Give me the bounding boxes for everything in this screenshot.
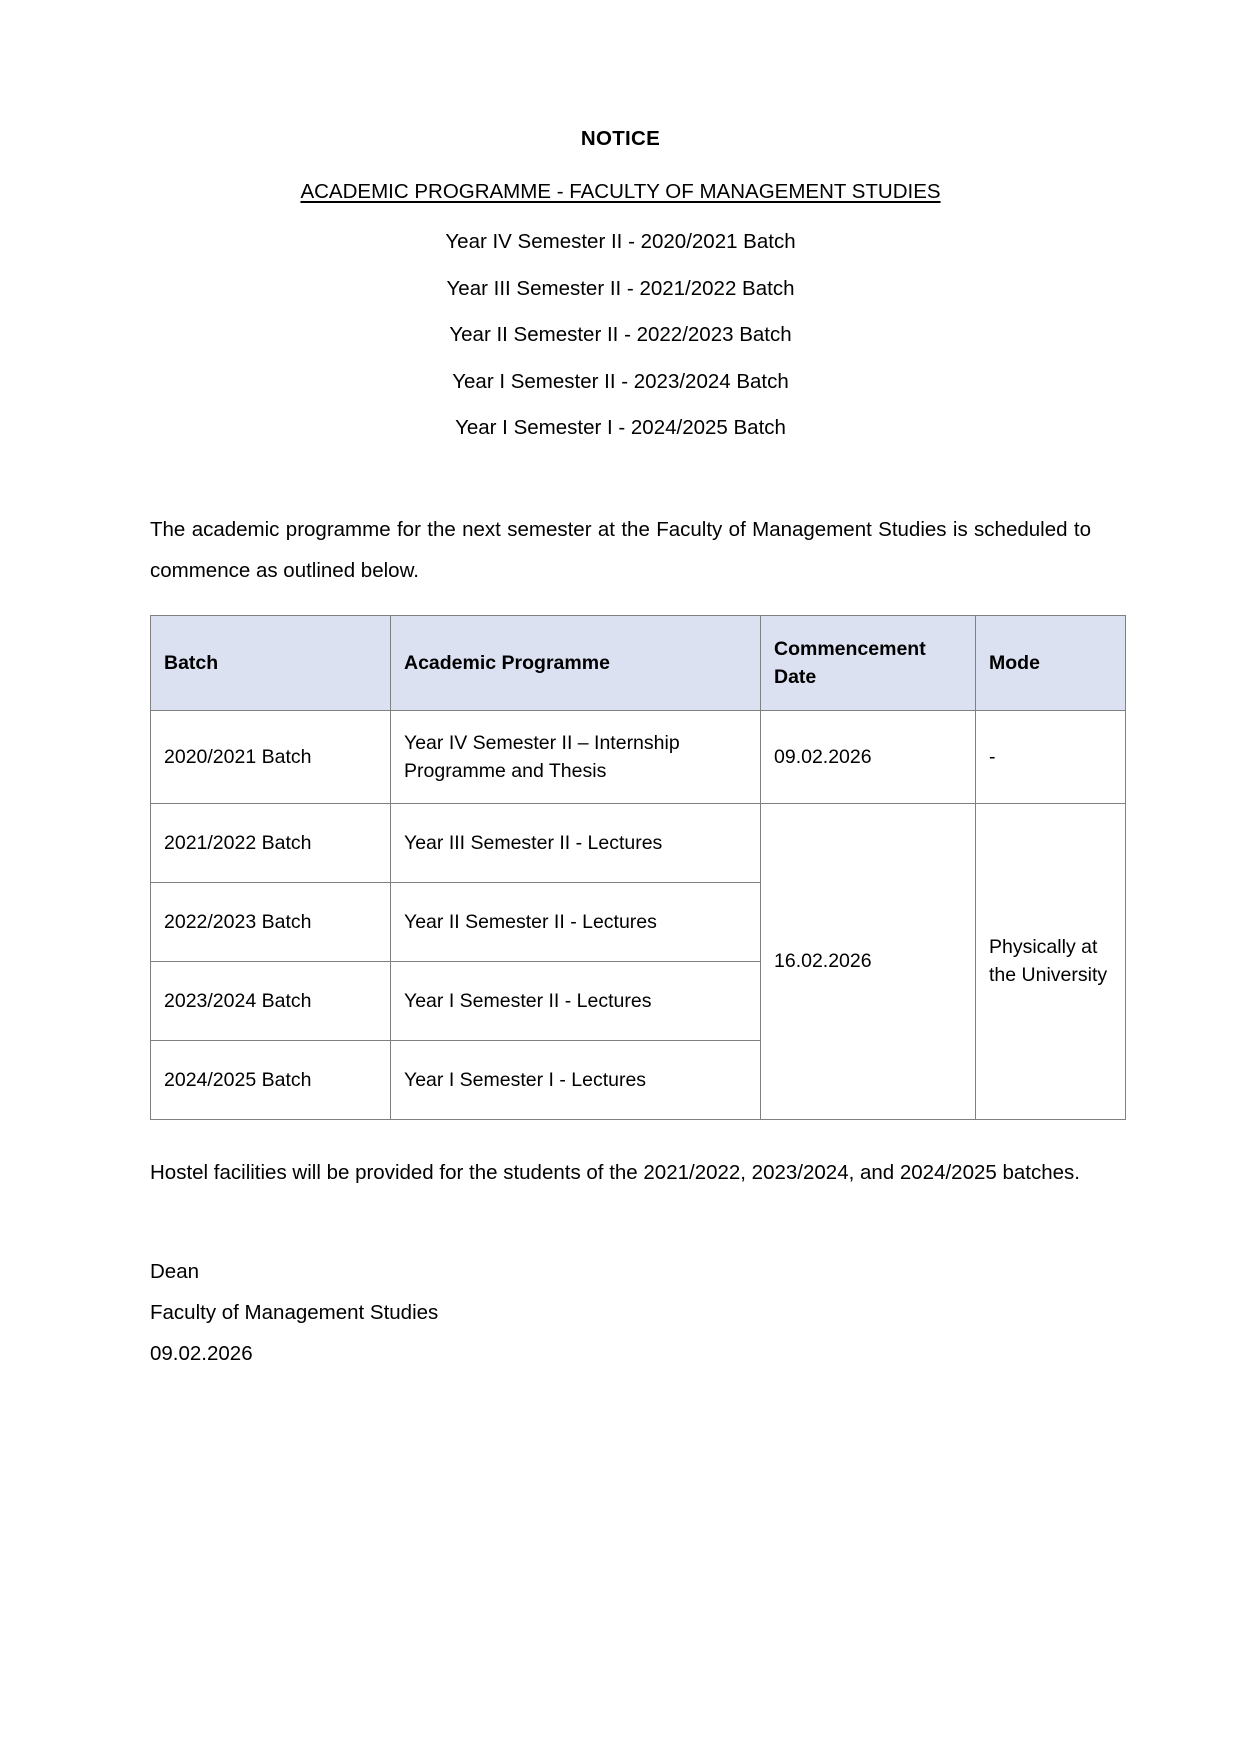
cell-date-merged: 16.02.2026 bbox=[761, 803, 976, 1119]
table-row bbox=[151, 803, 1126, 882]
intro-paragraph: The academic programme for the next semester at the Faculty of Management Studies is scheduled to commence as outlined below. bbox=[150, 517, 1091, 582]
cell-mode-merged: Physically at the University bbox=[976, 803, 1126, 1119]
cell-batch: 2020/2021 Batch bbox=[151, 710, 391, 803]
batch-line-2: Year III Semester II - 2021/2022 Batch bbox=[446, 276, 795, 300]
batch-line-5: Year I Semester I - 2024/2025 Batch bbox=[455, 416, 786, 440]
cell-programme: Year I Semester I - Lectures bbox=[391, 1040, 761, 1119]
cell-programme: Year II Semester II - Lectures bbox=[391, 882, 761, 961]
signature-faculty: Faculty of Management Studies bbox=[150, 1300, 439, 1324]
notice-title: NOTICE bbox=[580, 127, 661, 150]
cell-batch: 2023/2024 Batch bbox=[151, 961, 391, 1040]
table-header-row bbox=[151, 615, 1126, 710]
cell-programme: Year I Semester II - Lectures bbox=[391, 961, 761, 1040]
spacer bbox=[150, 1120, 1091, 1152]
table-row bbox=[151, 710, 1126, 803]
batch-line-1: Year IV Semester II - 2020/2021 Batch bbox=[445, 230, 796, 254]
cell-batch: 2021/2022 Batch bbox=[151, 803, 391, 882]
batch-line-3: Year II Semester II - 2022/2023 Batch bbox=[449, 323, 792, 347]
cell-mode: - bbox=[976, 710, 1126, 803]
closing-paragraph: Hostel facilities will be provided for the students of the 2021/2022, 2023/2024, and 2024/2025 batches. bbox=[150, 1160, 1080, 1184]
subject-line: ACADEMIC PROGRAMME - FACULTY OF MANAGEMENT STUDIES bbox=[300, 179, 941, 203]
column-header-commencement-date: Commencement Date bbox=[761, 615, 976, 710]
cell-programme: Year IV Semester II – Internship Programme and Thesis bbox=[391, 710, 761, 803]
spacer bbox=[150, 463, 1091, 509]
spacer bbox=[150, 1193, 1091, 1251]
column-header-batch: Batch bbox=[151, 615, 391, 710]
batch-line-4: Year I Semester II - 2023/2024 Batch bbox=[452, 369, 789, 393]
signature-date: 09.02.2026 bbox=[150, 1341, 253, 1365]
academic-programme-table bbox=[150, 615, 1126, 1120]
column-header-mode: Mode bbox=[976, 615, 1126, 710]
spacer bbox=[150, 591, 1091, 615]
cell-batch: 2024/2025 Batch bbox=[151, 1040, 391, 1119]
signature-role: Dean bbox=[150, 1259, 200, 1283]
column-header-programme: Academic Programme bbox=[391, 615, 761, 710]
cell-programme: Year III Semester II - Lectures bbox=[391, 803, 761, 882]
cell-date: 09.02.2026 bbox=[761, 710, 976, 803]
cell-batch: 2022/2023 Batch bbox=[151, 882, 391, 961]
